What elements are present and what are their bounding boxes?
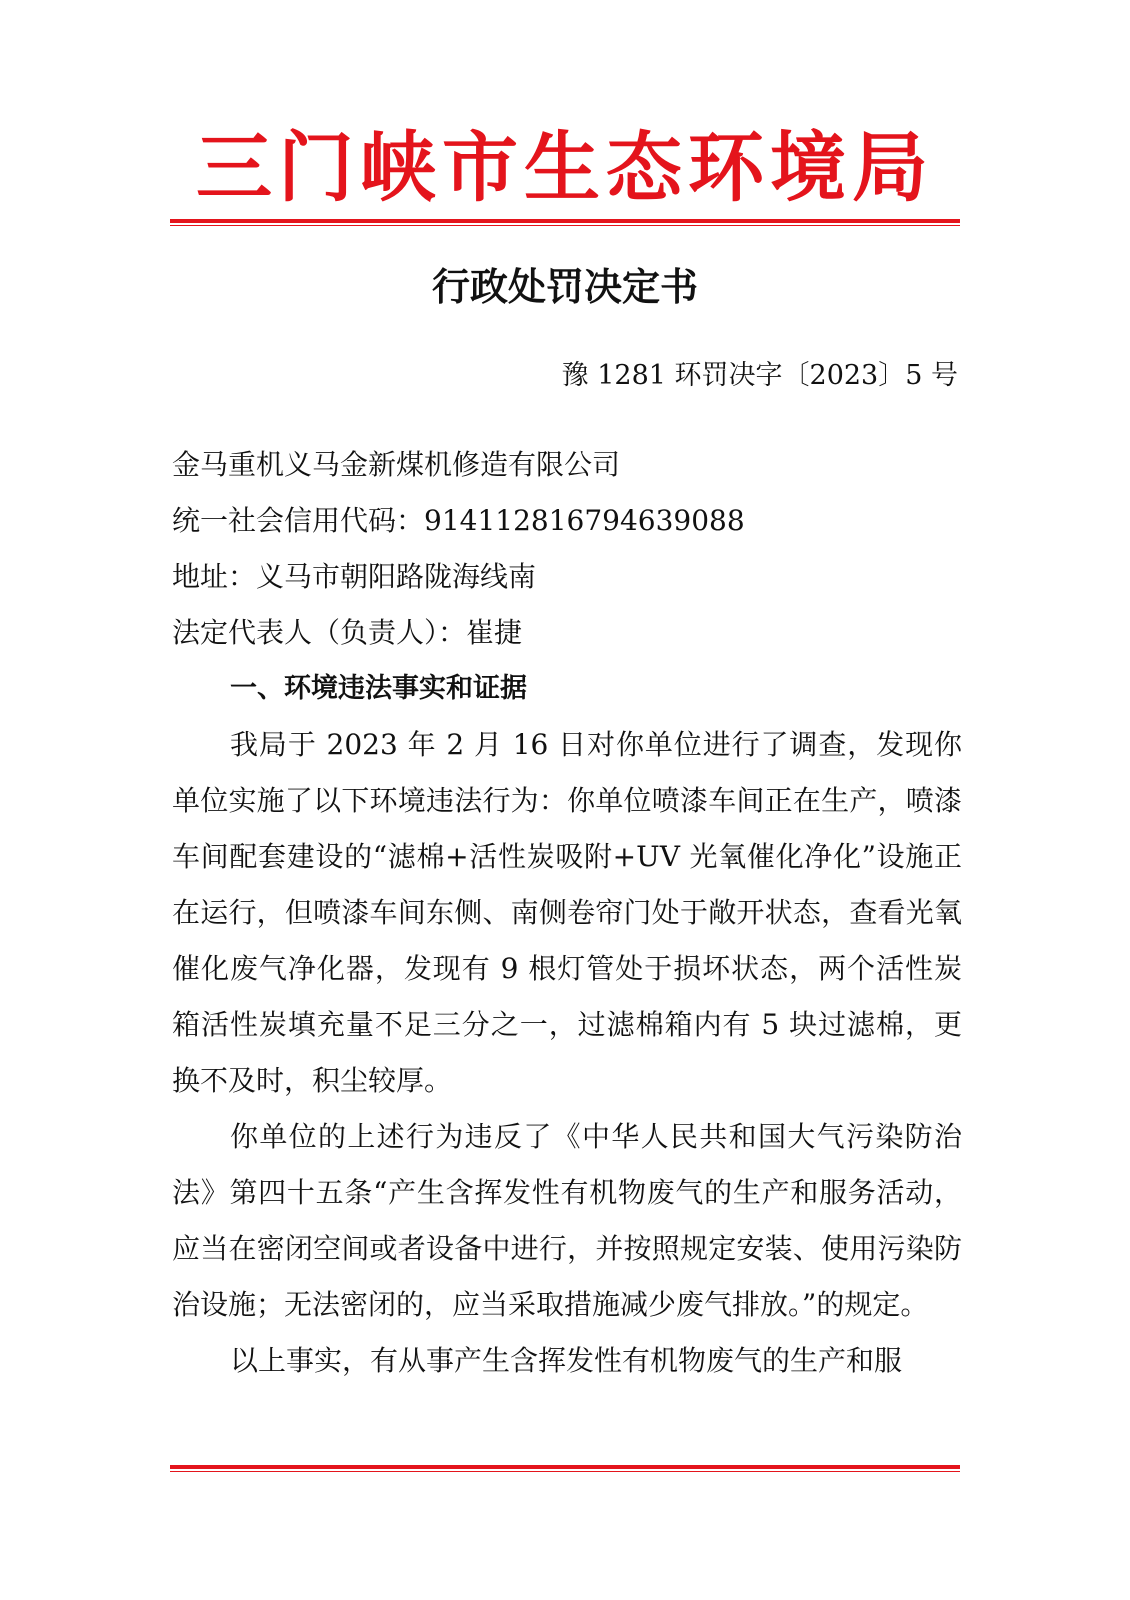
document-number: 豫 1281 环罚决字〔2023〕5 号	[561, 360, 958, 391]
agency-title: 三门峡市生态环境局	[196, 123, 934, 212]
footer-rule-thin	[170, 1471, 960, 1472]
paragraph-evidence: 以上事实，有从事产生含挥发性有机物废气的生产和服	[230, 1344, 903, 1377]
header-rule-thin	[170, 225, 960, 226]
document-body	[172, 437, 962, 1389]
header-rule-thick	[170, 219, 960, 223]
section-heading: 一、环境违法事实和证据	[230, 673, 527, 704]
footer-rule-thick	[170, 1465, 960, 1469]
party-address: 地址：义马市朝阳路陇海线南	[172, 560, 537, 593]
document-title: 行政处罚决定书	[431, 264, 698, 309]
paragraph-legal-basis: 你单位的上述行为违反了《中华人民共和国大气污染防治法》第四十五条“产生含挥发性有机物废气的生产和服务活动，应当在密闭空间或者设备中进行，并按照规定安装、使用污染防治设施；无法密闭的，应当采取措施减少废气排放。”的规定。	[172, 1120, 962, 1321]
footer-red-rule	[170, 1465, 960, 1472]
party-credit-code: 统一社会信用代码：914112816794639088	[172, 504, 745, 537]
header-red-rule	[170, 219, 960, 226]
party-name: 金马重机义马金新煤机修造有限公司	[172, 448, 621, 481]
paragraph-violation-facts: 我局于 2023 年 2 月 16 日对你单位进行了调查，发现你单位实施了以下环境违法行为：你单位喷漆车间正在生产，喷漆车间配套建设的“滤棉+活性炭吸附+UV 光氧催化净化”设施正在运行，但喷漆车间东侧、南侧卷帘门处于敞开状态，查看光氧催化废气净化器，发现有 9 根灯管处于损坏状态，两个活性炭箱活性炭填充量不足三分之一，过滤棉箱内有 5 块过滤棉，更换不及时，积尘较厚。	[172, 728, 962, 1097]
party-representative: 法定代表人（负责人）：崔捷	[172, 616, 523, 649]
